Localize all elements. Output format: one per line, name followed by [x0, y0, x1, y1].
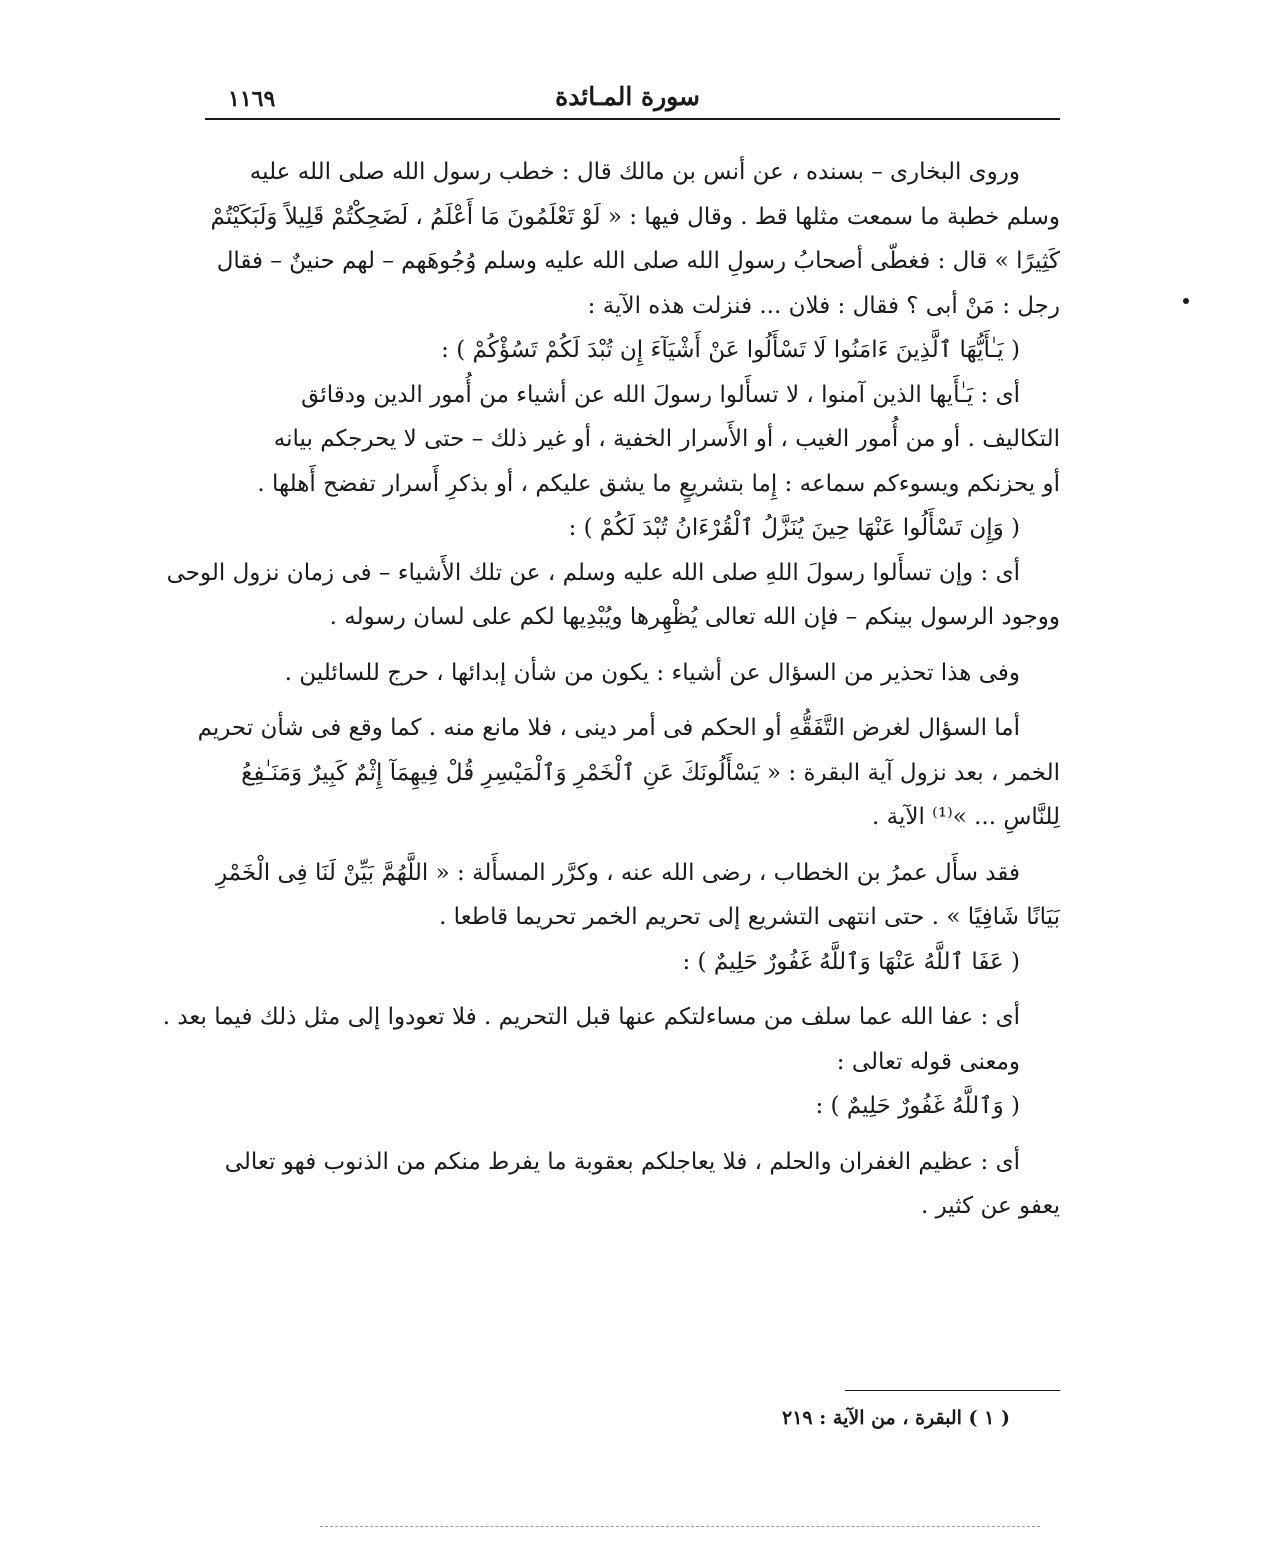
quran-verse-line: ( عَفَا ٱللَّهُ عَنْهَا وَٱللَّهُ غَفُورٌ حَلِيمٌ ) :: [682, 948, 1020, 975]
text-line: الخمر ، بعد نزول آية البقرة : « يَسْأَلُونَكَ عَنِ ٱلْخَمْرِ وَٱلْمَيْسِرِ قُلْ فِيهِمَآ إِثْمٌ كَبِيرٌ وَمَنَـٰفِعُ: [241, 759, 1060, 786]
scan-edge: [320, 1526, 1040, 1527]
text-line: أى : عفا الله عما سلف من مساءلتكم عنها قبل التحريم . فلا تعودوا إلى مثل ذلك فيما بعد .: [162, 1004, 1020, 1030]
margin-dot: [1183, 298, 1189, 304]
surah-title: سورة المـائدة: [555, 82, 700, 111]
quran-verse-line: ( وَإِن تَسْأَلُوا عَنْهَا حِينَ يُنَزَّلُ ٱلْقُرْءَانُ تُبْدَ لَكُمْ ) :: [568, 515, 1020, 541]
page-number: ١١٦٩: [228, 86, 276, 112]
running-header: [200, 78, 1060, 118]
text-line: أو يحزنكم ويسوءكم سماعه : إِما بتشريعٍ ما يشق عليكم ، أو بذكرِ أَسرار تفضح أَهلها .: [257, 470, 1060, 497]
text-line: ومعنى قوله تعالى :: [836, 1048, 1020, 1075]
quran-verse-line: ( وَٱللَّهُ غَفُورٌ حَلِيمٌ ) :: [815, 1093, 1020, 1119]
text-line: وفى هذا تحذير من السؤال عن أشياء : يكون من شأن إبدائها ، حرج للسائلين .: [284, 659, 1020, 686]
header-rule: [205, 118, 1060, 120]
text-line: أى : وإن تسأَلوا رسولَ اللهِ صلى الله عليه وسلم ، عن تلك الأَشياء – فى زمان نزول الوحى: [166, 559, 1020, 586]
text-line: وسلم خطبة ما سمعت مثلها قط . وقال فيها : « لَوْ تَعْلَمُونَ مَا أَعْلَمُ ، لَضَحِكْتُمْ قَلِيلاً وَلَبَكَيْتُمْ: [210, 203, 1060, 230]
text-line: رجل : مَنْ أبى ؟ فقال : فلان ... فنزلت هذه الآية :: [587, 292, 1060, 319]
text-line: أى : عظيم الغفران والحلم ، فلا يعاجلكم بعقوبة ما يفرط منكم من الذنوب فهو تعالى: [224, 1148, 1020, 1175]
text-line: بَيَانًا شَافِيًا » . حتى انتهى التشريع إلى تحريم الخمر تحريما قاطعا .: [439, 904, 1060, 930]
text-line: لِلنَّاسِ ... »⁽¹⁾ الآية .: [872, 804, 1060, 830]
text-line: فقد سأَل عمرُ بن الخطاب ، رضى الله عنه ، وكرَّر المسأَلة : « اللَّهُمَّ بَيِّنْ لَنَا فِى الْخَمْرِ: [215, 859, 1020, 886]
text-line: وروى البخارى – بسنده ، عن أنس بن مالك قال : خطب رسول الله صلى الله عليه: [249, 159, 1020, 185]
text-line: ووجود الرسول بينكم – فإن الله تعالى يُظْهِرها ويُبْدِيها لكم على لسان رسوله .: [329, 604, 1060, 630]
text-line: أما السؤال لغرض التَّفَقُّهِ أو الحكم فى أمر دينى ، فلا مانع منه . كما وقع فى شأن تحريم: [197, 715, 1020, 741]
footnote-rule: [845, 1390, 1060, 1391]
text-line: التكاليف . أو من أُمور الغيب ، أو الأَسرار الخفية ، أو غير ذلك – حتى لا يحرجكم بيانه: [273, 426, 1060, 452]
quran-verse-line: ( يَـٰأَيُّهَا ٱلَّذِينَ ءَامَنُوا لَا تَسْأَلُوا عَنْ أَشْيَآءَ إِن تُبْدَ لَكُمْ تَسُؤْكُمْ ) :: [441, 337, 1020, 363]
body-text: [162, 150, 1060, 1229]
text-line: كَثِيرًا » قال : فغطّى أصحابُ رسولِ الله صلى الله عليه وسلم وُجُوهَهم – لهم حنينٌ – فقال: [216, 248, 1060, 274]
text-line: يعفو عن كثير .: [920, 1193, 1060, 1219]
text-line: أى : يَـٰأَيها الذين آمنوا ، لا تسأَلوا رسولَ الله عن أشياء من أُمور الدين ودقائق: [301, 381, 1020, 408]
footnote: ( ١ ) البقرة ، من الآية : ٢١٩: [782, 1407, 1010, 1429]
